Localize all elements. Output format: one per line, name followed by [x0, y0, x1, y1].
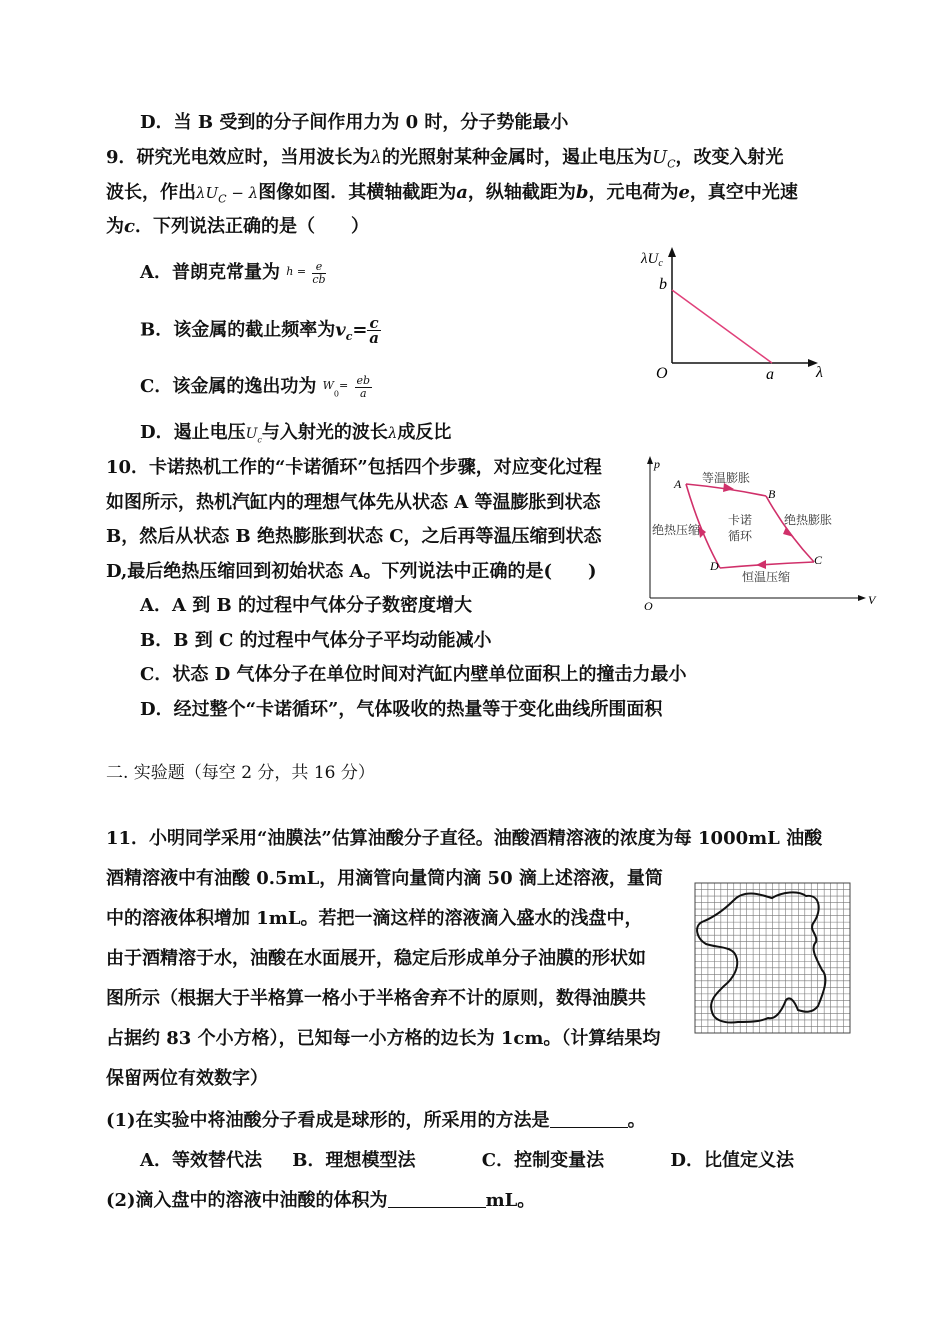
q9-b-label: b [659, 276, 667, 293]
q9-option-a: A．普朗克常量为 h = $\frac{e}{cb}$ [140, 259, 326, 286]
q10-p-arrow [647, 456, 653, 464]
q11-line6: 占据约 83 个小方格），已知每一小方格的边长为 1cm。（计算结果均 [106, 1028, 661, 1049]
q11-choice-b: B．理想模型法 [292, 1150, 416, 1171]
q10-p-label: p [654, 457, 660, 471]
q9-option-b: B．该金属的截止频率为$v_c=$ $\frac{c}{a}$ [140, 314, 379, 347]
q9-stem-line2: 波长，作出$\lambda U_C - \lambda$图像如图．其横轴截距为a，纵轴截距为b，元电荷为e，真空中光速 [106, 182, 798, 206]
q10-option-d: D．经过整个“卡诺循环”，气体吸收的热量等于变化曲线所围面积 [140, 699, 663, 720]
q10-origin-label: O [644, 599, 653, 613]
q10-state-d: D [710, 559, 719, 573]
q10-option-c: C．状态 D 气体分子在单位时间对汽缸内壁单位面积上的撞击力最小 [140, 664, 687, 685]
q10-state-a: A [674, 477, 682, 491]
q9-origin-label: O [656, 365, 668, 382]
q10-stem-line2: 如图所示，热机汽缸内的理想气体先从状态 A 等温膨胀到状态 [106, 492, 601, 513]
q8-option-d: D．当 B 受到的分子间作用力为 0 时，分子势能最小 [140, 112, 569, 133]
q10-v-label: V [868, 593, 876, 607]
q10-center-2: 循环 [728, 529, 753, 543]
q11-line2: 酒精溶液中有油酸 0.5mL，用滴管向量筒内滴 50 滴上述溶液，量筒 [106, 868, 663, 889]
q10-label-cd: 恒温压缩 [742, 570, 791, 584]
q10-center-1: 卡诺 [728, 513, 753, 527]
q10-curve-bc [766, 496, 814, 562]
q10-stem-line3: B，然后从状态 B 绝热膨胀到状态 C，之后再等温压缩到状态 [106, 526, 602, 547]
q9-a-label: a [766, 366, 774, 383]
q11-line3: 中的溶液体积增加 1mL。若把一滴这样的溶液滴入盛水的浅盘中， [106, 908, 643, 929]
q10-label-ab: 等温膨胀 [702, 471, 751, 485]
q10-v-arrow [858, 595, 866, 601]
q9-option-d: D．遏止电压$U_c$与入射光的波长λ成反比 [140, 422, 452, 445]
q11-choice-d: D．比值定义法 [670, 1150, 794, 1171]
q10-label-bc: 绝热膨胀 [784, 513, 833, 527]
q11-part2-blank[interactable] [388, 1189, 486, 1208]
q10-curve-cd [720, 562, 814, 568]
q9-data-line [672, 290, 772, 363]
q10-pv-graph [638, 452, 878, 614]
q9-stem-line3: 为c．下列说法正确的是（ ） [106, 216, 369, 237]
q11-oil-film-outline [697, 892, 825, 1022]
q10-stem-line4: D,最后绝热压缩回到初始状态 A。下列说法中正确的是( ) [106, 561, 597, 582]
q10-state-c: C [814, 553, 823, 567]
q11-choice-c: C．控制变量法 [481, 1150, 605, 1171]
q11-line5: 图所示（根据大于半格算一格小于半格舍弃不计的原则，数得油膜共 [106, 988, 646, 1009]
q11-line1: 11．小明同学采用“油膜法”估算油酸分子直径。油酸酒精溶液的浓度为每 1000mL 油酸 [106, 828, 823, 849]
q9-y-label: $\lambda U_c$ [641, 251, 663, 269]
q11-line7: 保留两位有效数字） [106, 1068, 268, 1089]
q9-y-arrow [668, 247, 676, 257]
q11-part1-blank[interactable] [550, 1109, 628, 1128]
q11-oil-film-grid [694, 882, 852, 1035]
q9-option-c: C．该金属的逸出功为 $W_0=$ $\frac{eb}{a}$ [140, 373, 371, 400]
q10-arrow-cd [756, 560, 766, 569]
q9-stem-line1: 9．研究光电效应时，当用波长为λ的光照射某种金属时，遏止电压为$U_C$，改变入射光 [106, 147, 784, 171]
q11-part1: (1)在实验中将油酸分子看成是球形的，所采用的方法是 。 [106, 1110, 646, 1131]
q11-choices [140, 1148, 794, 1174]
q9-x-label: λ [816, 364, 823, 381]
q10-arrow-bc [783, 527, 794, 537]
q11-line4: 由于酒精溶于水，油酸在水面展开，稳定后形成单分子油膜的形状如 [106, 948, 646, 969]
q10-option-a: A．A 到 B 的过程中气体分子数密度增大 [140, 595, 472, 616]
q10-label-da: 绝热压缩 [652, 523, 701, 537]
q11-choice-a: A．等效替代法 [140, 1150, 262, 1171]
q9-graph [640, 245, 840, 385]
section-2-title: 二. 实验题（每空 2 分，共 16 分） [106, 763, 375, 783]
q10-state-b: B [768, 487, 776, 501]
q11-part2: (2)滴入盘中的溶液中油酸的体积为 mL。 [106, 1190, 536, 1211]
q10-stem-line1: 10．卡诺热机工作的“卡诺循环”包括四个步骤，对应变化过程 [106, 457, 602, 478]
q10-option-b: B．B 到 C 的过程中气体分子平均动能减小 [140, 630, 492, 651]
